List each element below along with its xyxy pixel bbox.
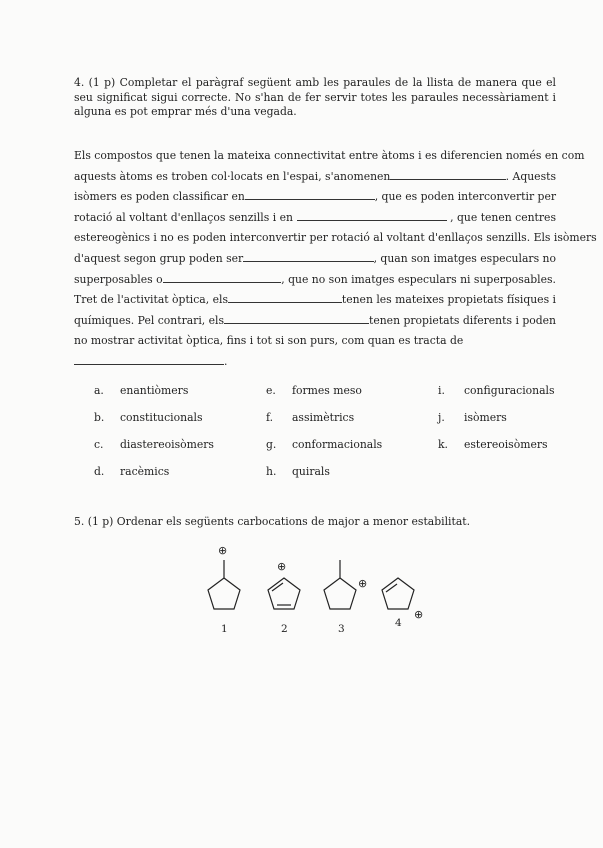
word-option: f. assimètrics xyxy=(266,411,355,424)
answer-blank-1[interactable] xyxy=(390,167,505,180)
paragraph-line xyxy=(74,228,597,249)
paragraph-text: . xyxy=(224,354,228,368)
word-option: i. configuracionals xyxy=(438,384,555,397)
structure-label: 4 xyxy=(395,617,402,629)
question-4-heading: 4. (1 p) Completar el paràgraf següent amb les paraules de la llista de manera que el seu significat sigui correcte. No s'han de fer servir totes les paraules necessàriament i alguna es pot emprar més d'una vegada. xyxy=(74,76,556,118)
cation-charge-icon: ⊕ xyxy=(358,577,368,590)
cation-charge-icon: ⊕ xyxy=(277,560,287,573)
answer-blank-4[interactable] xyxy=(243,249,373,262)
paragraph-text: isòmers es poden classificar en xyxy=(74,190,245,204)
word-option: k. estereoisòmers xyxy=(438,438,548,451)
carbocation-1 xyxy=(208,560,240,609)
answer-blank-3[interactable] xyxy=(297,208,447,221)
paragraph-text: Tret de l'activitat òptica, els xyxy=(74,293,228,307)
paragraph-text: químiques. Pel contrari, els xyxy=(74,313,225,327)
carbocation-2 xyxy=(268,578,300,609)
structure-label: 1 xyxy=(221,623,228,635)
paragraph-text: , que no son imatges especulars ni superposables. xyxy=(281,272,556,286)
answer-blank-5[interactable] xyxy=(163,270,282,283)
paragraph-text: estereogènics i no es poden interconvertir per rotació al voltant d'enllaços senzills. Els isòmers xyxy=(74,231,597,245)
paragraph-line xyxy=(74,167,556,188)
paragraph-line xyxy=(74,270,556,291)
carbocation-structures xyxy=(190,540,450,640)
structure-label: 3 xyxy=(338,623,345,635)
paragraph-text: , que es poden interconvertir per xyxy=(374,190,556,204)
paragraph-text: no mostrar activitat òptica, fins i tot si son purs, com quan es tracta de xyxy=(74,334,464,348)
question-5-heading: 5. (1 p) Ordenar els següents carbocations de major a menor estabilitat. xyxy=(74,515,471,528)
paragraph-line xyxy=(74,208,556,229)
paragraph-line xyxy=(74,187,556,208)
paragraph-text: . Aquests xyxy=(505,169,556,183)
structure-label: 2 xyxy=(281,623,288,635)
paragraph-line xyxy=(74,331,556,352)
paragraph-text: d'aquest segon grup poden ser xyxy=(74,251,244,265)
paragraph-text: tenen propietats diferents i poden xyxy=(369,313,556,327)
word-option: e. formes meso xyxy=(266,384,362,397)
paragraph-line xyxy=(74,311,556,332)
carbocation-4 xyxy=(382,578,414,609)
paragraph-text: tenen les mateixes propietats físiques i xyxy=(341,293,556,307)
word-option: h. quirals xyxy=(266,465,330,478)
paragraph-text: Els compostos que tenen la mateixa connectivitat entre àtoms i es diferencien només en com xyxy=(74,149,585,162)
cation-charge-icon: ⊕ xyxy=(414,608,424,621)
paragraph-line xyxy=(74,146,585,167)
paragraph-text: rotació al voltant d'enllaços senzills i en xyxy=(74,210,293,224)
paragraph-text: , que tenen centres xyxy=(450,210,556,224)
word-option: c. diastereoisòmers xyxy=(94,438,214,451)
word-option: j. isòmers xyxy=(438,411,507,424)
paragraph-line xyxy=(74,290,556,311)
paragraph-line xyxy=(74,352,556,373)
fill-in-paragraph xyxy=(74,146,597,373)
answer-blank-6[interactable] xyxy=(228,290,342,303)
word-option: d. racèmics xyxy=(94,465,170,478)
answer-blank-2[interactable] xyxy=(245,187,375,200)
answer-blank-7[interactable] xyxy=(224,311,369,324)
paragraph-text: , quan son imatges especulars no xyxy=(373,251,556,265)
paragraph-text: aquests àtoms es troben col·locats en l'espai, s'anomenen xyxy=(74,169,391,183)
answer-blank-8[interactable] xyxy=(74,352,224,365)
word-option: g. conformacionals xyxy=(266,438,383,451)
word-option: a. enantiòmers xyxy=(94,384,189,397)
word-option: b. constitucionals xyxy=(94,411,203,424)
carbocation-3 xyxy=(324,560,356,609)
word-list xyxy=(94,383,564,479)
paragraph-text: superposables o xyxy=(74,272,163,286)
cation-charge-icon: ⊕ xyxy=(218,544,228,557)
paragraph-line xyxy=(74,249,556,270)
